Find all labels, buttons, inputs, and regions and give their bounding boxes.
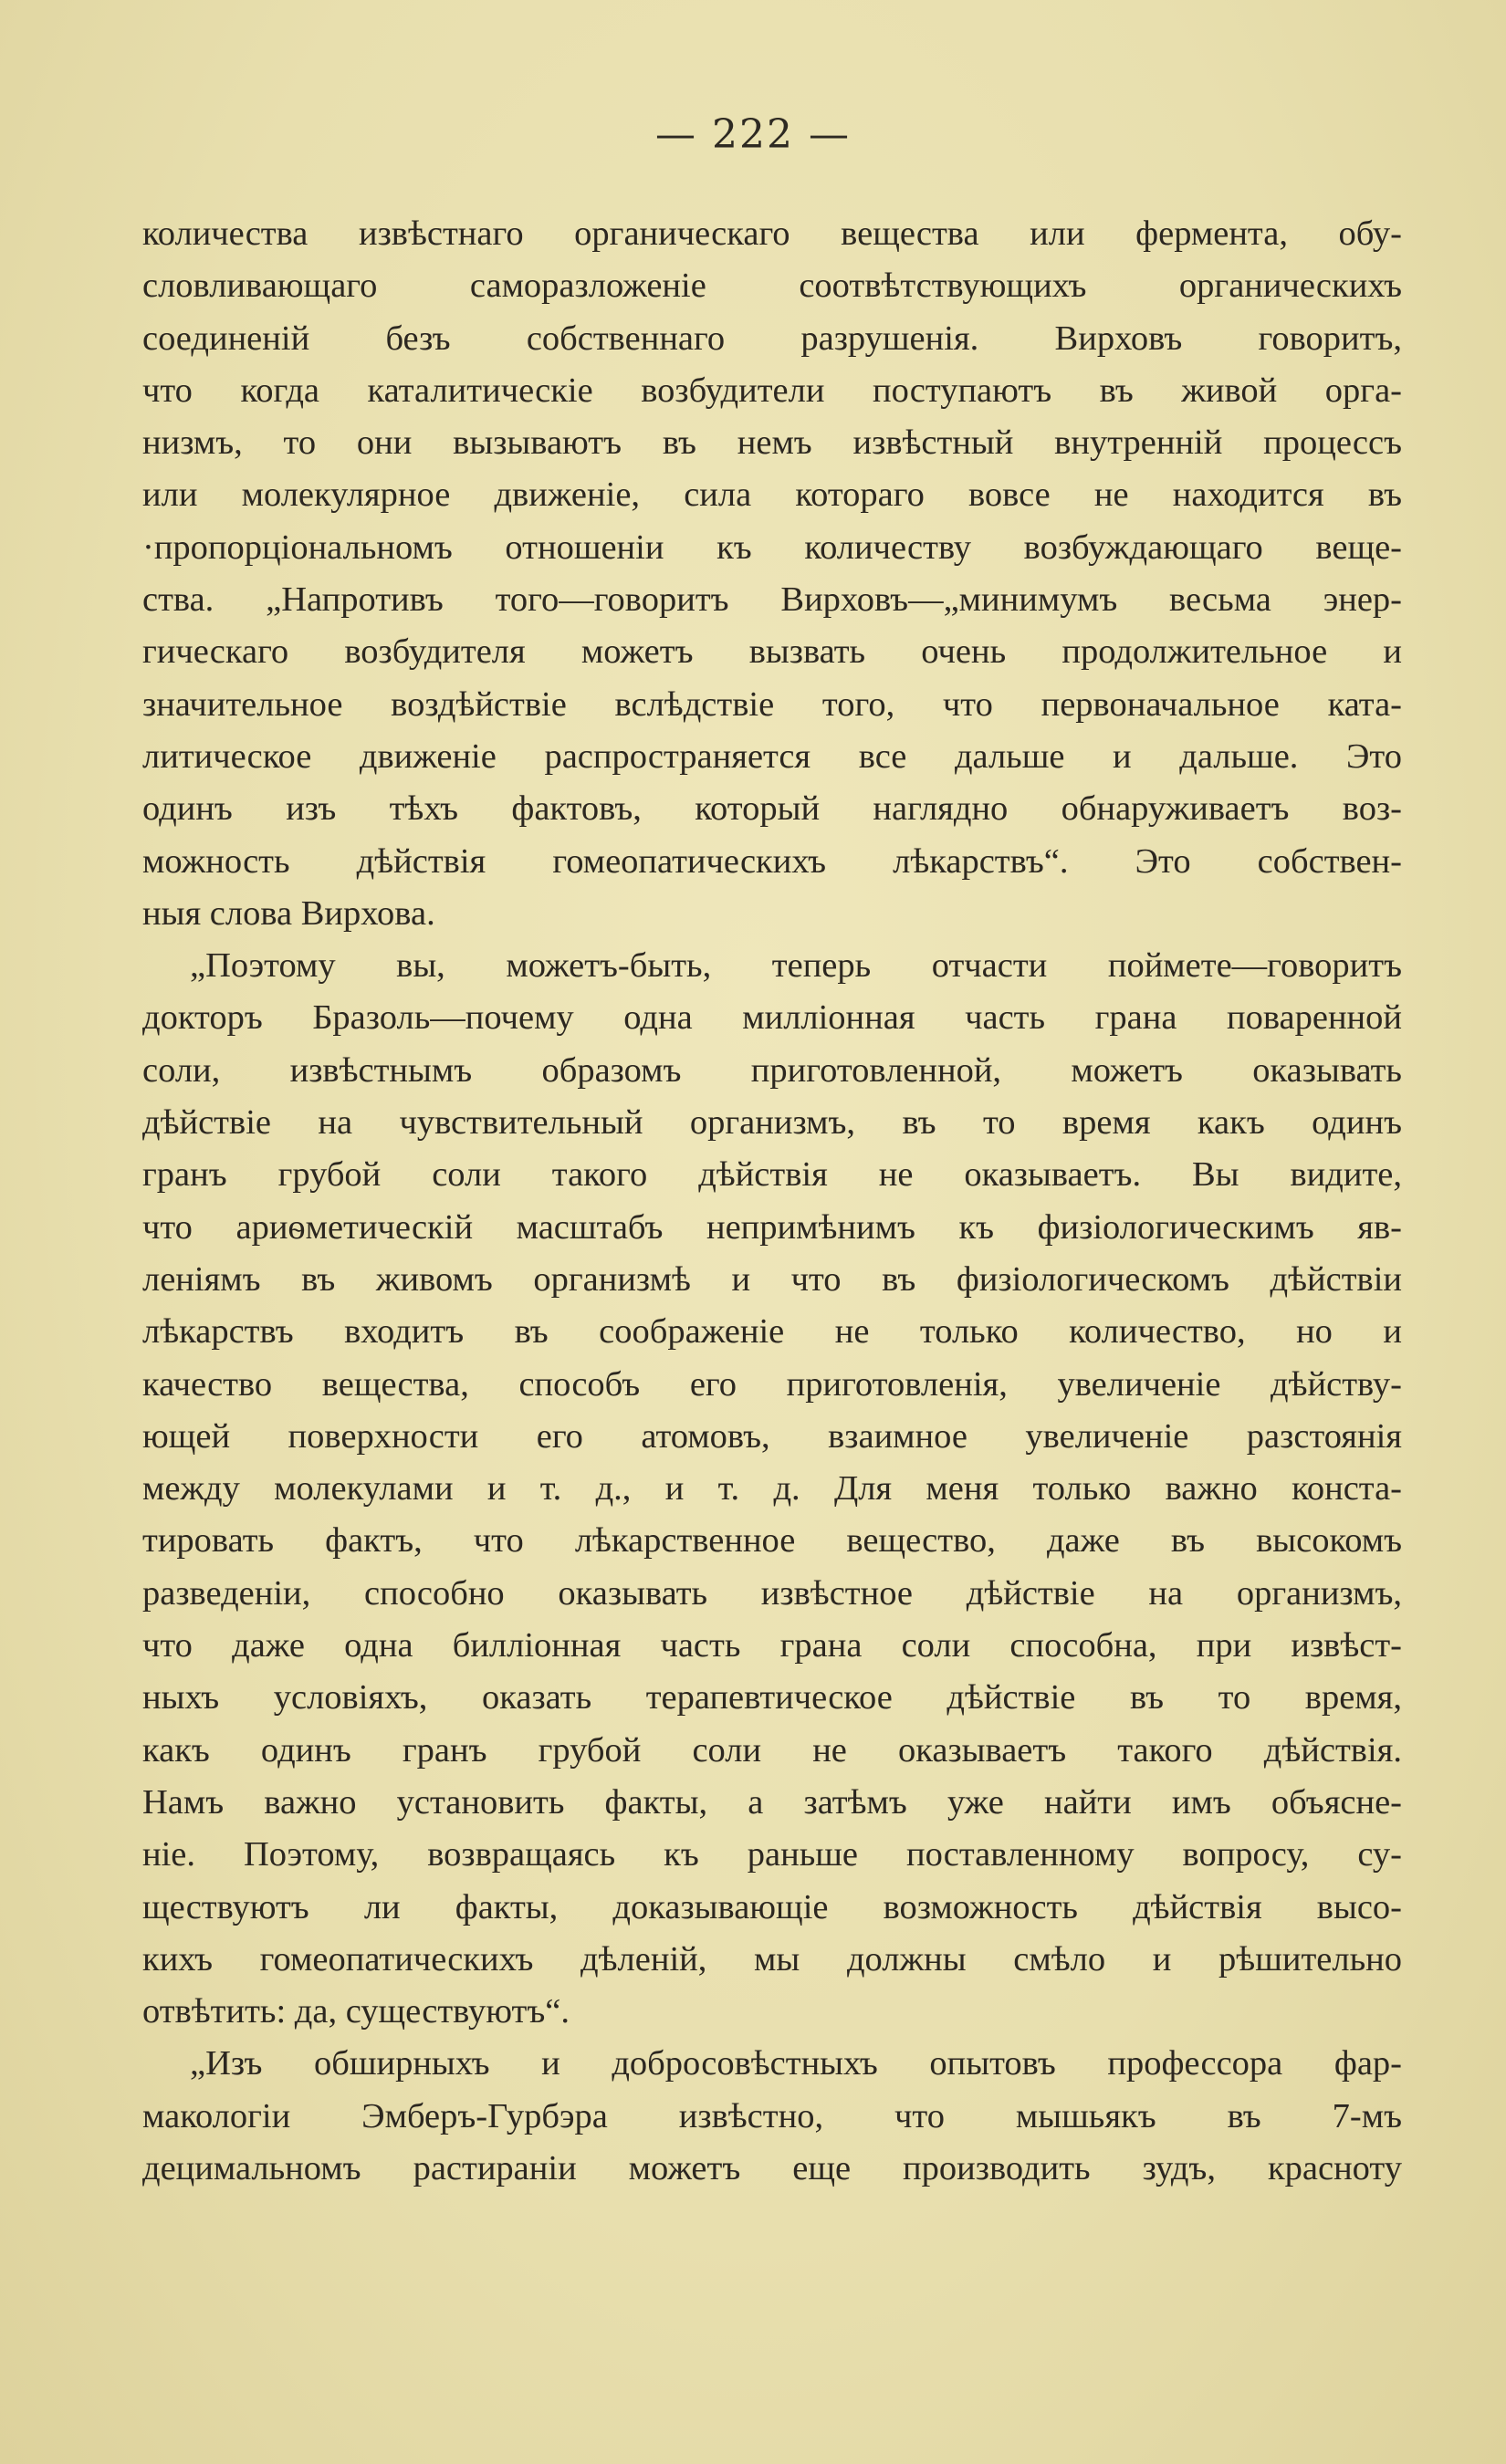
text-line: литическое движенiе распространяется все дальше и дальше. Это <box>142 736 1402 776</box>
text-line: соединенiй безъ собственнаго разрушенiя. Вирховъ говоритъ, <box>142 318 1402 358</box>
text-line: значительное воздѣйствiе вслѣдствiе того, что первоначальное ката- <box>142 684 1402 724</box>
text-line: ныхъ условiяхъ, оказать терапевтическое дѣйствiе въ то время, <box>142 1678 1402 1717</box>
text-line: ныя слова Вирхова. <box>142 893 435 933</box>
text-line: кихъ гомеопатическихъ дѣленiй, мы должны смѣло и рѣшительно <box>142 1939 1402 1979</box>
text-line: качество вещества, способъ его приготовленiя, увеличенiе дѣйству- <box>142 1364 1402 1404</box>
text-line: децимальномъ растиранiи можетъ еще производить зудъ, красноту <box>142 2148 1402 2187</box>
text-line: одинъ изъ тѣхъ фактовъ, который наглядно обнаруживаетъ воз- <box>142 789 1402 829</box>
text-line: можность дѣйствiя гомеопатическихъ лѣкарствъ“. Это собствен- <box>142 841 1402 881</box>
text-line: ществуютъ ли факты, доказывающiе возможность дѣйствiя высо- <box>142 1887 1402 1926</box>
text-line: ющей поверхности его атомовъ, взаимное увеличенiе разстоянiя <box>142 1416 1402 1456</box>
text-line: соли, извѣстнымъ образомъ приготовленной, можетъ оказывать <box>142 1050 1402 1090</box>
text-line: что когда каталитическiе возбудители поступаютъ въ живой орга- <box>142 371 1402 410</box>
text-line: количества извѣстнаго органическаго вещества или фермента, обу- <box>142 214 1402 253</box>
text-line: между молекулами и т. д., и т. д. Для меня только важно конста- <box>142 1469 1402 1509</box>
text-line: ленiямъ въ живомъ организмѣ и что въ физiологическомъ дѣйствiи <box>142 1259 1402 1299</box>
text-line: дѣйствiе на чувствительный организмъ, въ то время какъ одинъ <box>142 1103 1402 1143</box>
page-number: — 222 — <box>655 111 851 158</box>
paragraph-start-line: „Изъ обширныхъ и добросовѣстныхъ опытовъ профессора фар- <box>190 2044 1402 2083</box>
text-line: Намъ важно установить факты, а затѣмъ уже найти имъ объясне- <box>142 1782 1402 1822</box>
body-text <box>142 208 1402 2195</box>
paragraph-start-line: „Поэтому вы, можетъ-быть, теперь отчасти поймете—говоритъ <box>190 946 1402 986</box>
text-line: гранъ грубой соли такого дѣйствiя не оказываетъ. Вы видите, <box>142 1155 1402 1195</box>
text-line: какъ одинъ гранъ грубой соли не оказываетъ такого дѣйствiя. <box>142 1730 1402 1770</box>
text-line: низмъ, то они вызываютъ въ немъ извѣстный внутреннiй процессъ <box>142 423 1402 463</box>
text-line: ·пропорцiональномъ отношенiи къ количеству возбуждающаго веще- <box>142 527 1402 567</box>
text-line: словливающаго саморазложенiе соотвѣтствующихъ органическихъ <box>142 266 1402 306</box>
text-line: ства. „Напротивъ того—говоритъ Вирховъ—„минимумъ весьма энер- <box>142 580 1402 620</box>
text-line: макологiи Эмберъ-Гурбэра извѣстно, что мышьякъ въ 7-мъ <box>142 2096 1402 2135</box>
text-line: отвѣтить: да, существуютъ“. <box>142 1992 570 2031</box>
text-line: гическаго возбудителя можетъ вызвать очень продолжительное и <box>142 632 1402 672</box>
text-line: тировать фактъ, что лѣкарственное вещество, даже въ высокомъ <box>142 1521 1402 1561</box>
text-line: лѣкарствъ входитъ въ соображенiе не только количество, но и <box>142 1312 1402 1352</box>
text-line: или молекулярное движенiе, сила котораго вовсе не находится въ <box>142 475 1402 515</box>
text-line: докторъ Бразоль—почему одна миллiонная часть грана поваренной <box>142 998 1402 1038</box>
text-line: что даже одна биллiонная часть грана соли способна, при извѣст- <box>142 1626 1402 1665</box>
text-line: нiе. Поэтому, возвращаясь къ раньше поставленному вопросу, су- <box>142 1835 1402 1874</box>
text-line: разведенiи, способно оказывать извѣстное дѣйствiе на организмъ, <box>142 1573 1402 1613</box>
text-line: что ариѳметическiй масштабъ непримѣнимъ къ физiологическимъ яв- <box>142 1207 1402 1247</box>
